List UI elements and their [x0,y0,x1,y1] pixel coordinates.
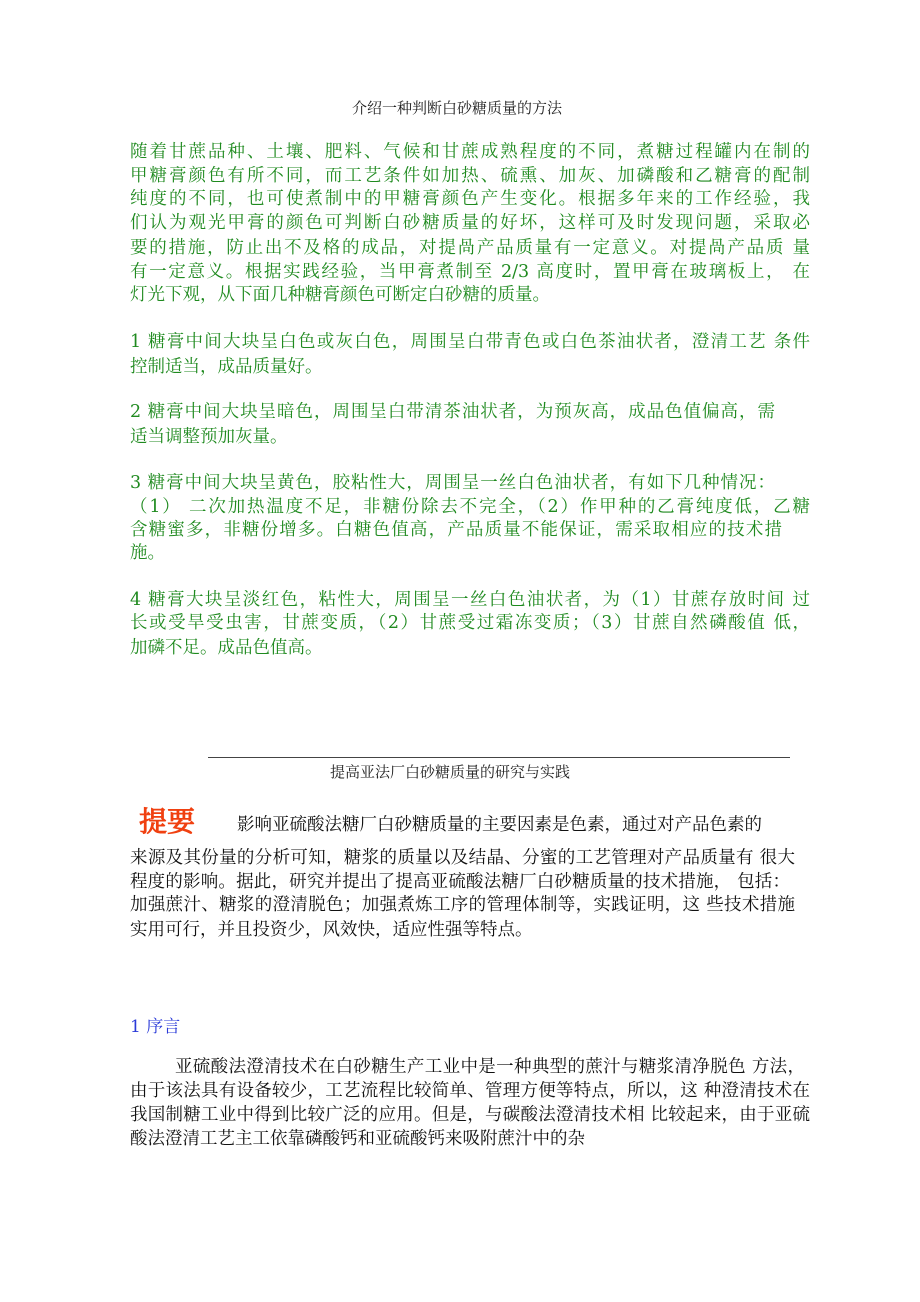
intro-line: 灯光下观，从下面几种糖膏颜色可断定白砂糖的质量。 [130,285,550,305]
article1-title: 介绍一种判断白砂糖质量的方法 [352,99,563,117]
intro-line: 有一定意义。根据实践经验，当甲膏煮制至 2/3 高度时，置甲膏在玻璃板上， 在 [130,262,810,282]
section1-line: 由于该法具有设备较少，工艺流程比较简单、管理方便等特点，所以，这 种澄清技术在 [130,1081,810,1101]
item2-line: 适当调整预加灰量。 [130,427,288,447]
item4-line: 4 糖膏大块呈淡红色，粘性大，周围呈一丝白色油状者，为（1）甘蔗存放时间 过 [130,590,810,610]
intro-line: 甲糖膏颜色有所不同，而工艺条件如加热、硫熏、加灰、加磷酸和乙糖膏的配制 [130,166,810,186]
item3-line: （1） 二次加热温度不足，非糖份除去不完全，（2）作甲种的乙膏纯度低，乙糖 [130,497,810,517]
abstract-line: 影响亚硫酸法糖厂白砂糖质量的主要因素是色素，通过对产品色素的 [237,815,762,835]
item2-line: 2 糖膏中间大块呈暗色，周围呈白带清茶油状者，为预灰高，成品色值偏高，需 [130,402,775,422]
section1-line: 酸法澄清工艺主工依靠磷酸钙和亚硫酸钙来吸附蔗汁中的杂 [130,1129,585,1149]
intro-line: 纯度的不同，也可使煮制中的甲糖膏颜色产生变化。根据多年来的工作经验，我 [130,189,810,209]
item1-line: 控制适当，成品质量好。 [130,357,323,377]
article2-title: 提高亚法厂白砂糖质量的研究与实践 [330,763,571,781]
abstract-label: 提要 [139,805,196,838]
section1-line: 我国制糖工业中得到比较广泛的应用。但是，与碳酸法澄清技术相 比较起来，由于亚硫 [130,1105,810,1125]
item3-line: 含糖蜜多，非糖份增多。白糖色值高，产品质量不能保证，需采取相应的技术措 [130,520,782,540]
intro-line: 要的措施，防止出不及格的成品，对提咼产品质量有一定意义。对提咼产品质 量 [130,238,810,258]
abstract-line: 加强蔗汁、糖浆的澄清脱色；加强煮炼工序的管理体制等，实践证明，这 些技术措施 [130,895,795,915]
abstract-line: 程度的影响。据此，研究并提出了提高亚硫酸法糖厂白砂糖质量的技术措施， 包括： [130,872,790,892]
divider-line [208,757,790,758]
item3-line: 施。 [130,543,165,563]
intro-line: 们认为观光甲膏的颜色可判断白砂糖质量的好坏，这样可及时发现问题，采取必 [130,213,810,233]
section-heading: 1 序言 [130,1017,181,1037]
section1-line: 亚硫酸法澄清技术在白砂糖生产工业中是一种典型的蔗汁与糖浆清净脱色 方法， [175,1057,805,1077]
item4-line: 长或受旱受虫害，甘蔗变质，（2）甘蔗受过霜冻变质；（3）甘蔗自然磷酸值 低， [130,613,810,633]
intro-line: 随着甘蔗品种、土壤、肥料、气候和甘蔗成熟程度的不同，煮糖过程罐内在制的 [130,142,810,162]
item3-line: 3 糖膏中间大块呈黄色，胶粘性大，周围呈一丝白色油状者，有如下几种情况： [130,473,775,493]
abstract-line: 来源及其份量的分析可知，糖浆的质量以及结晶、分蜜的工艺管理对产品质量有 很大 [130,848,795,868]
abstract-line: 实用可行，并且投资少，风效快，适应性强等特点。 [130,920,533,940]
item1-line: 1 糖膏中间大块呈白色或灰白色，周围呈白带青色或白色茶油状者，澄清工艺 条件 [130,332,810,352]
item4-line: 加磷不足。成品色值高。 [130,638,323,658]
